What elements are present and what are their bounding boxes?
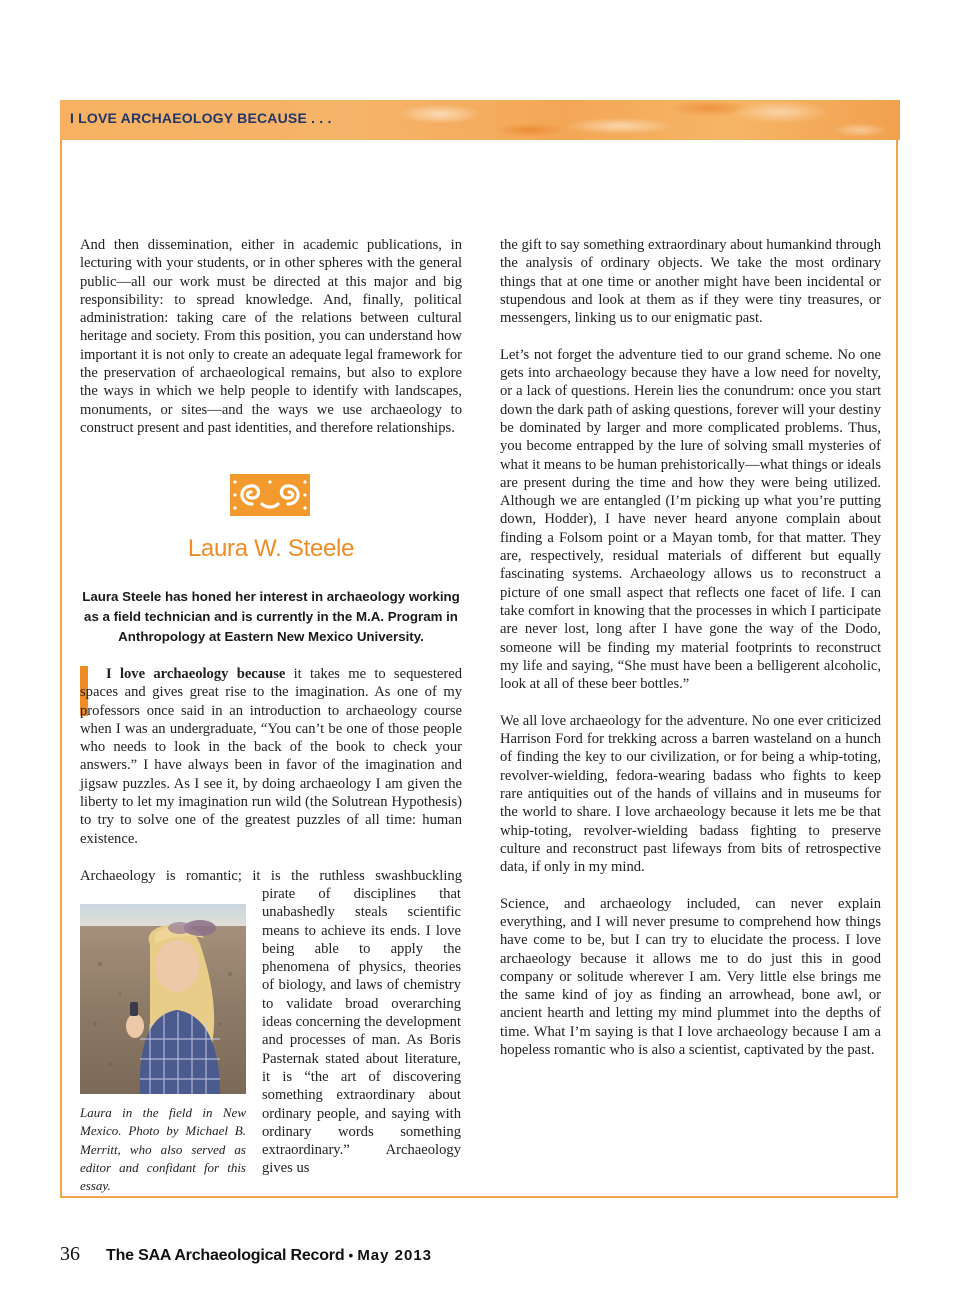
issue-date: May 2013 [357,1247,433,1264]
page-footer [60,1243,432,1266]
section-title: I LOVE ARCHAEOLOGY BECAUSE . . . [70,110,332,126]
right-paragraph: Let’s not forget the adventure tied to our grand scheme. No one gets into archaeology because they have a low need for novelty, or a lack of questions. Herein lies the conundrum: once you start down the dark path of asking questions, forever will your destiny be dominated by larger and more complicated problems. Thus, you become entrapped by the lure of solving small mysteries of what it means to be human prehistorically—what things or ideals are present during the time and how they were being utilized. Although we are entangled (I’m picking up what you’re putting down, Hodder), I have never heard anyone complain about finding a Folsom point or a Mayan tomb, for that matter. They are, respectively, residual materials of different but equally fascinating systems. Archaeology allows us to reconstruct a picture of one small aspect that reflects one facet of life. I can take comfort in knowing that the processes in which I participate are never lost, long after I have gone the way of the Dodo, someone will be finding my material footprints to reconstruct my life and saying, “She must have been a belligerent alcoholic, look at all of these beer bottles.” [500,346,881,693]
section-banner [60,100,900,140]
footer-separator: • [348,1247,354,1263]
spiral-glyph-icon [230,474,310,516]
essay-lead: I love archaeology because [106,666,286,682]
essay-opening-text: it takes me to sequestered spaces and gives great rise to the imagination. As one of my professors once said in an introduction to archaeology course when I was an undergraduate, “You can’t be one of those people who needs to look in the back of the book to check your answers.” I have always been in favor of the imagination and jigsaw puzzles. As I see it, by doing archaeology I am given the liberty to let my imagination run wild (the Solutrean Hypothesis) to try to solve one of the greatest puzzles of all time: human existence. [80,666,463,847]
essay-opening [80,665,462,848]
author-name: Laura W. Steele [187,535,355,562]
right-paragraph: We all love archaeology for the adventure. No one ever criticized Harrison Ford for trekking across a barren wasteland on a hunch of finding the key to our civilization, or for being a whip-toting, revolver-wielding, fedora-wearing badass who fights to keep rare antiquities out of the hands of villains and in museums for the world to share. I love archaeology because it lets me be that whip-toting, revolver-wielding badass fighting to preserve culture and reconstruct past lifeways from bits of retrospective data, if only in my mind. [500,712,881,876]
author-bio: Laura Steele has honed her interest in archaeology working as a field technician and is currently in the M.A. Program in Anthropology at Eastern New Mexico University. [82,589,460,644]
right-column [500,236,881,1078]
photo-caption: Laura in the field in New Mexico. Photo by Michael B. Merritt, who also served as editor and confidant for this essay. [80,1105,246,1194]
right-paragraph: Science, and archaeology included, can never explain everything, and I will never presume to comprehend how things have come to be, but I can try to elucidate the process. I love archaeology because it allows me to do just this in good company or solitude wherever I am. Very little else brings me the same kind of joy as finding an arrowhead, bone awl, or ancient hearth and letting my mind plummet into the depths of time. What I’m saying is that I love archaeology because I am a hopeless romantic who is also a scientist, captivated by the past. [500,895,881,1059]
publication-title: The SAA Archaeological Record [106,1247,345,1264]
left-column [80,236,462,456]
page-number: 36 [60,1243,80,1265]
right-paragraph: the gift to say something extraordinary about humankind through the analysis of ordinary objects. We take the most ordinary things that at one time or another might have been incidental or stupendous and look at them as if they were tiny treasures, or messengers, linking us to our enigmatic past. [500,237,881,327]
romantic-wrap-text: pirate of disciplines that unabashedly steals scientific means to achieve its ends. I love being able to apply the phenomena of physics, theories of biology, and laws of chemistry to validate broad overarching ideas concerning the development and processes of man. As Boris Pasternak stated about literature, it is “the art of discovering something extraordinary about ordinary people, and saying with ordinary words something extraordinary.” Archaeology gives us [262,886,461,1177]
romantic-first-line: Archaeology is romantic; it is the ruthless swashbuckling [80,868,462,884]
intro-paragraph: And then dissemination, either in academic publications, in lecturing with your students, or in other spheres with the general public—all our work must be directed at this major and big responsibility: to spread knowledge. And, finally, political administration: taking care of the relations between cultural heritage and society. From this position, you can understand how important it is not only to create an adequate legal framework for the preservation of archaeological remains, but also to explore the ways in which we help people to identify with landscapes, monuments, or sites—and the ways we use archaeology to construct present and past identities, and therefore relationships. [80,237,462,436]
author-photo [80,904,246,1094]
